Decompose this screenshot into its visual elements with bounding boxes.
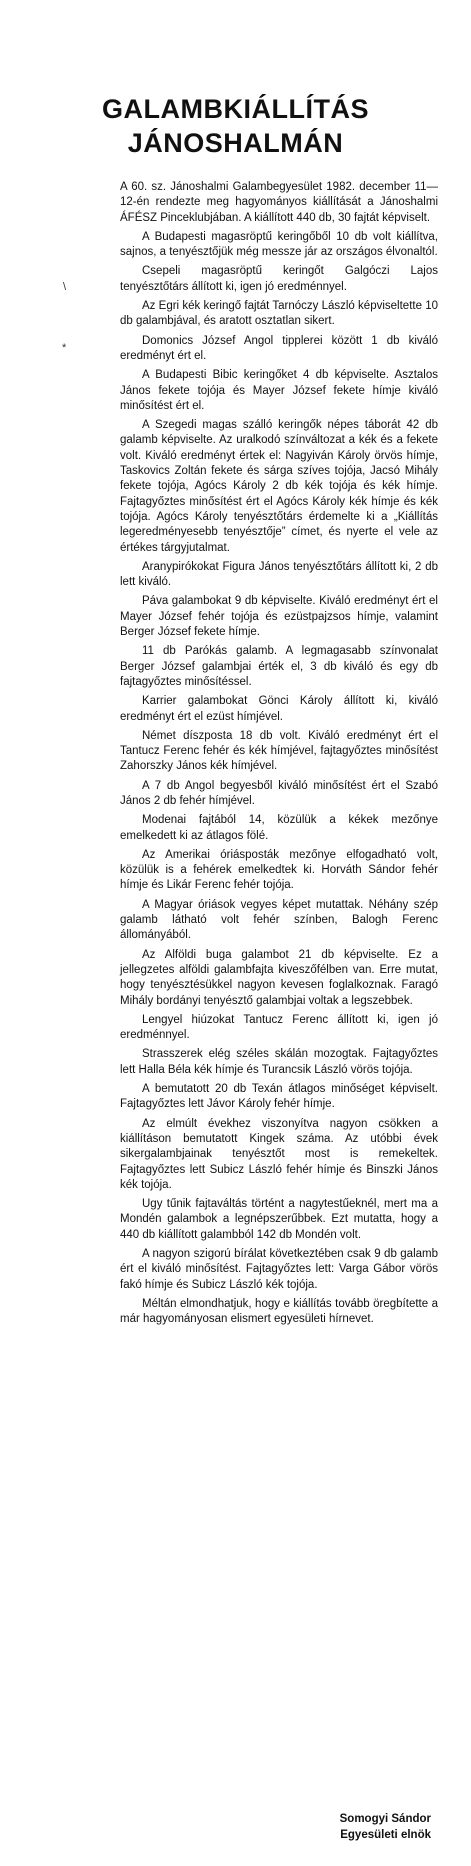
margin-mark-2: * [62, 342, 67, 354]
article-paragraph: A Budapesti Bibic keringőket 4 db képviselte. Asztalos János fekete tojója és Mayer József fekete hímje kiváló minősítést ért el. [120, 369, 438, 412]
article-title [0, 92, 471, 160]
margin-mark-1: \ [63, 281, 67, 293]
article-paragraph: Méltán elmondhatjuk, hogy e kiállítás tovább öregbítette a már hagyományosan elismert egyesületi hírnevet. [120, 1297, 438, 1326]
signature [340, 1812, 431, 1843]
article-paragraph: Az Egri kék keringő fajtát Tarnóczy László képviseltette 10 db galambjával, és aratott osztatlan sikert. [120, 300, 438, 328]
article-paragraph: Domonics József Angol tipplerei között 1 db kiváló eredményt ért el. [120, 334, 438, 362]
article-paragraph: A 60. sz. Jánoshalmi Galambegyesület 1982. december 11—12-én rendezte meg hagyományos kiállítását a Jánoshalmi ÁFÉSZ Pinceklubjában. A kiállított 440 db, 30 fajtát képviselt. [120, 181, 438, 224]
article-paragraph: Csepeli magasröptű keringőt Galgóczi Lajos tenyésztőtárs állított ki, igen jó eredménnyel. [120, 265, 438, 293]
article-paragraph: Lengyel hiúzokat Tantucz Ferenc állított ki, igen jó eredménnyel. [120, 1013, 438, 1042]
article-paragraph: Az elmúlt évekhez viszonyítva nagyon csökken a kiállításon bemutatott Kingek száma. Az utóbbi évek sikergalambjainak tenyésztőt most is remekeltek. Fajtagyőztes lett Subicz László fehér hímje és Binszki János kék tojója. [120, 1117, 438, 1191]
article-body [120, 180, 438, 1331]
article-paragraph: Az Amerikai óriásposták mezőnye elfogadható volt, közülük is a fehérek emelkedtek ki. Horváth Sándor fehér hímje és Likár Ferenc fehér tojója. [120, 848, 438, 892]
signature-role: Egyesületi elnök [340, 1828, 431, 1841]
title-line-1: GALAMBKIÁLLÍTÁS [102, 94, 369, 124]
article-paragraph: Modenai fajtából 14, közülük a kékek mezőnye emelkedett ki az átlagos fölé. [120, 814, 438, 842]
article-paragraph: 11 db Parókás galamb. A legmagasabb színvonalat Berger József galambjai érték el, 3 db kiváló és egy db fajtagyőztes minősítéssel. [120, 645, 438, 688]
article-paragraph: A nagyon szigorú bírálat következtében csak 9 db galamb ért el kiváló minősítést. Fajtagyőztes lett: Varga Gábor vörös fakó hímje és Subicz László kék tojója. [120, 1248, 438, 1291]
article-paragraph: A 7 db Angol begyesből kiváló minősítést ért el Szabó János 2 db fehér hímjével. [120, 779, 438, 807]
article-paragraph: A Budapesti magasröptű keringőből 10 db volt kiállítva, sajnos, a tenyésztőjük még messze jár az országos élvonaltól. [120, 230, 438, 259]
article-paragraph: Karrier galambokat Gönci Károly állított ki, kiváló eredményt ért el ezüst hímjével. [120, 695, 438, 723]
article-paragraph: Német díszposta 18 db volt. Kiváló eredményt ért el Tantucz Ferenc fehér és kék hímjével, fajtagyőztes minősítést Zahorszky János kék hímjével. [120, 729, 438, 773]
article-paragraph: Strasszerek elég széles skálán mozogtak. Fajtagyőztes lett Halla Béla kék hímje és Turancsik László vörös tojója. [120, 1048, 438, 1076]
article-paragraph: Az Alföldi buga galambot 21 db képviselte. Ez a jellegzetes alföldi galambfajta kiveszőfélben van. Erre mutat, hogy tenyésztésükkel nagyon kevesen foglalkoznak. Faragó Mihály bordányi tenyésztő galambjai voltak a legszebbek. [120, 948, 438, 1007]
article-paragraph: A bemutatott 20 db Texán átlagos minőséget képviselt. Fajtagyőztes lett Jávor Károly fehér hímje. [120, 1083, 438, 1111]
article-paragraph: A Szegedi magas szálló keringők népes táborát 42 db galamb képviselte. Az uralkodó színváltozat a kék és a fekete volt. Kiváló eredményt értek el: Nagyiván Károly örvös hímje, Taskovics Zoltán fekete és sárga szíves tojója, Jacsó Mihály fekete tojója, Agócs Károly 2 db kék tojója és kék hímje. Fajtagyőztes minősítést ért el Agócs Károly kék hímje és kék tojója. Agócs Károly tenyésztőtárs érdemelte ki a „Kiállítás legeredményesebb tenyésztője” címet, és nyerte el vele az értékes tárgyjutalmat. [120, 419, 438, 554]
article-paragraph: Páva galambokat 9 db képviselte. Kiváló eredményt ért el Mayer József fehér tojója és ezüstpajzsos hímje, valamint Berger József fekete hímje. [120, 595, 438, 639]
article-paragraph: A Magyar óriások vegyes képet mutattak. Néhány szép galamb látható volt fehér színben, Balogh Ferenc állományából. [120, 898, 438, 942]
article-paragraph: Aranypirókokat Figura János tenyésztőtárs állított ki, 2 db lett kiváló. [120, 560, 438, 589]
title-line-2: JÁNOSHALMÁN [127, 128, 344, 158]
article-paragraph: Ugy tűnik fajtaváltás történt a nagytestűeknél, mert ma a Mondén galambok a legnépszerűbbek. Ezt mutatta, hogy a 440 db kiállított galambból 142 db Mondén volt. [120, 1198, 438, 1241]
signature-name: Somogyi Sándor [339, 1813, 431, 1825]
